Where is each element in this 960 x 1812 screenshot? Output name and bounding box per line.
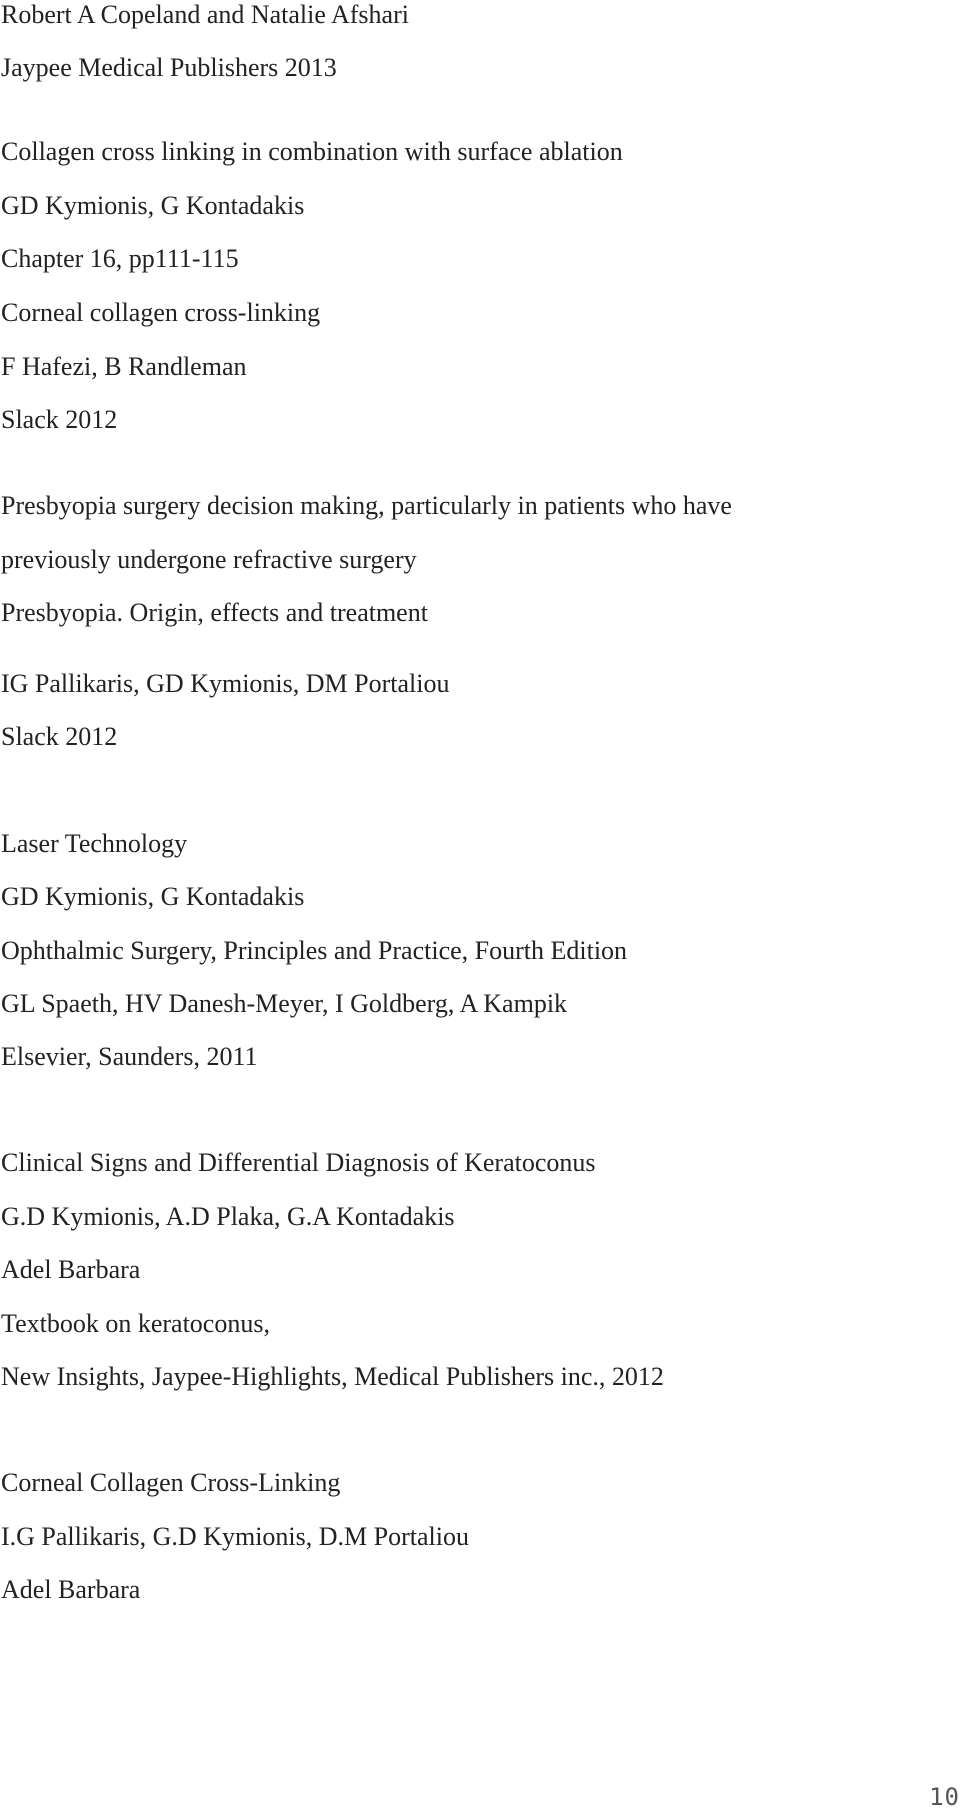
text-line: Clinical Signs and Differential Diagnosis of Keratoconus [1, 1148, 596, 1177]
text-line: F Hafezi, B Randleman [1, 352, 247, 381]
text-line: GL Spaeth, HV Danesh-Meyer, I Goldberg, A Kampik [1, 989, 568, 1018]
text-line: Robert A Copeland and Natalie Afshari [1, 0, 409, 29]
text-line: Adel Barbara [1, 1575, 141, 1604]
text-line: Ophthalmic Surgery, Principles and Practice, Fourth Edition [1, 936, 628, 965]
text-line: GD Kymionis, G Kontadakis [1, 191, 305, 220]
text-line: Presbyopia. Origin, effects and treatment [1, 598, 428, 627]
text-line: previously undergone refractive surgery [1, 545, 417, 574]
text-line: Laser Technology [1, 829, 188, 858]
page-number: 10 [929, 1783, 960, 1811]
text-line: IG Pallikaris, GD Kymionis, DM Portaliou [1, 669, 450, 698]
text-line: Presbyopia surgery decision making, particularly in patients who have [1, 491, 732, 520]
text-line: Collagen cross linking in combination with surface ablation [1, 137, 623, 166]
text-line: G.D Kymionis, A.D Plaka, G.A Kontadakis [1, 1202, 455, 1231]
text-line: Corneal Collagen Cross-Linking [1, 1468, 341, 1497]
text-line: Corneal collagen cross-linking [1, 298, 321, 327]
text-line: GD Kymionis, G Kontadakis [1, 882, 305, 911]
text-line: Slack 2012 [1, 722, 118, 751]
text-line: Elsevier, Saunders, 2011 [1, 1042, 258, 1071]
text-line: Slack 2012 [1, 405, 118, 434]
text-line: Jaypee Medical Publishers 2013 [1, 53, 337, 82]
text-line: Textbook on keratoconus, [1, 1309, 270, 1338]
text-line: Chapter 16, pp111-115 [1, 244, 239, 273]
text-line: Adel Barbara [1, 1255, 141, 1284]
text-line: I.G Pallikaris, G.D Kymionis, D.M Portaliou [1, 1522, 469, 1551]
text-line: New Insights, Jaypee-Highlights, Medical Publishers inc., 2012 [1, 1362, 664, 1391]
